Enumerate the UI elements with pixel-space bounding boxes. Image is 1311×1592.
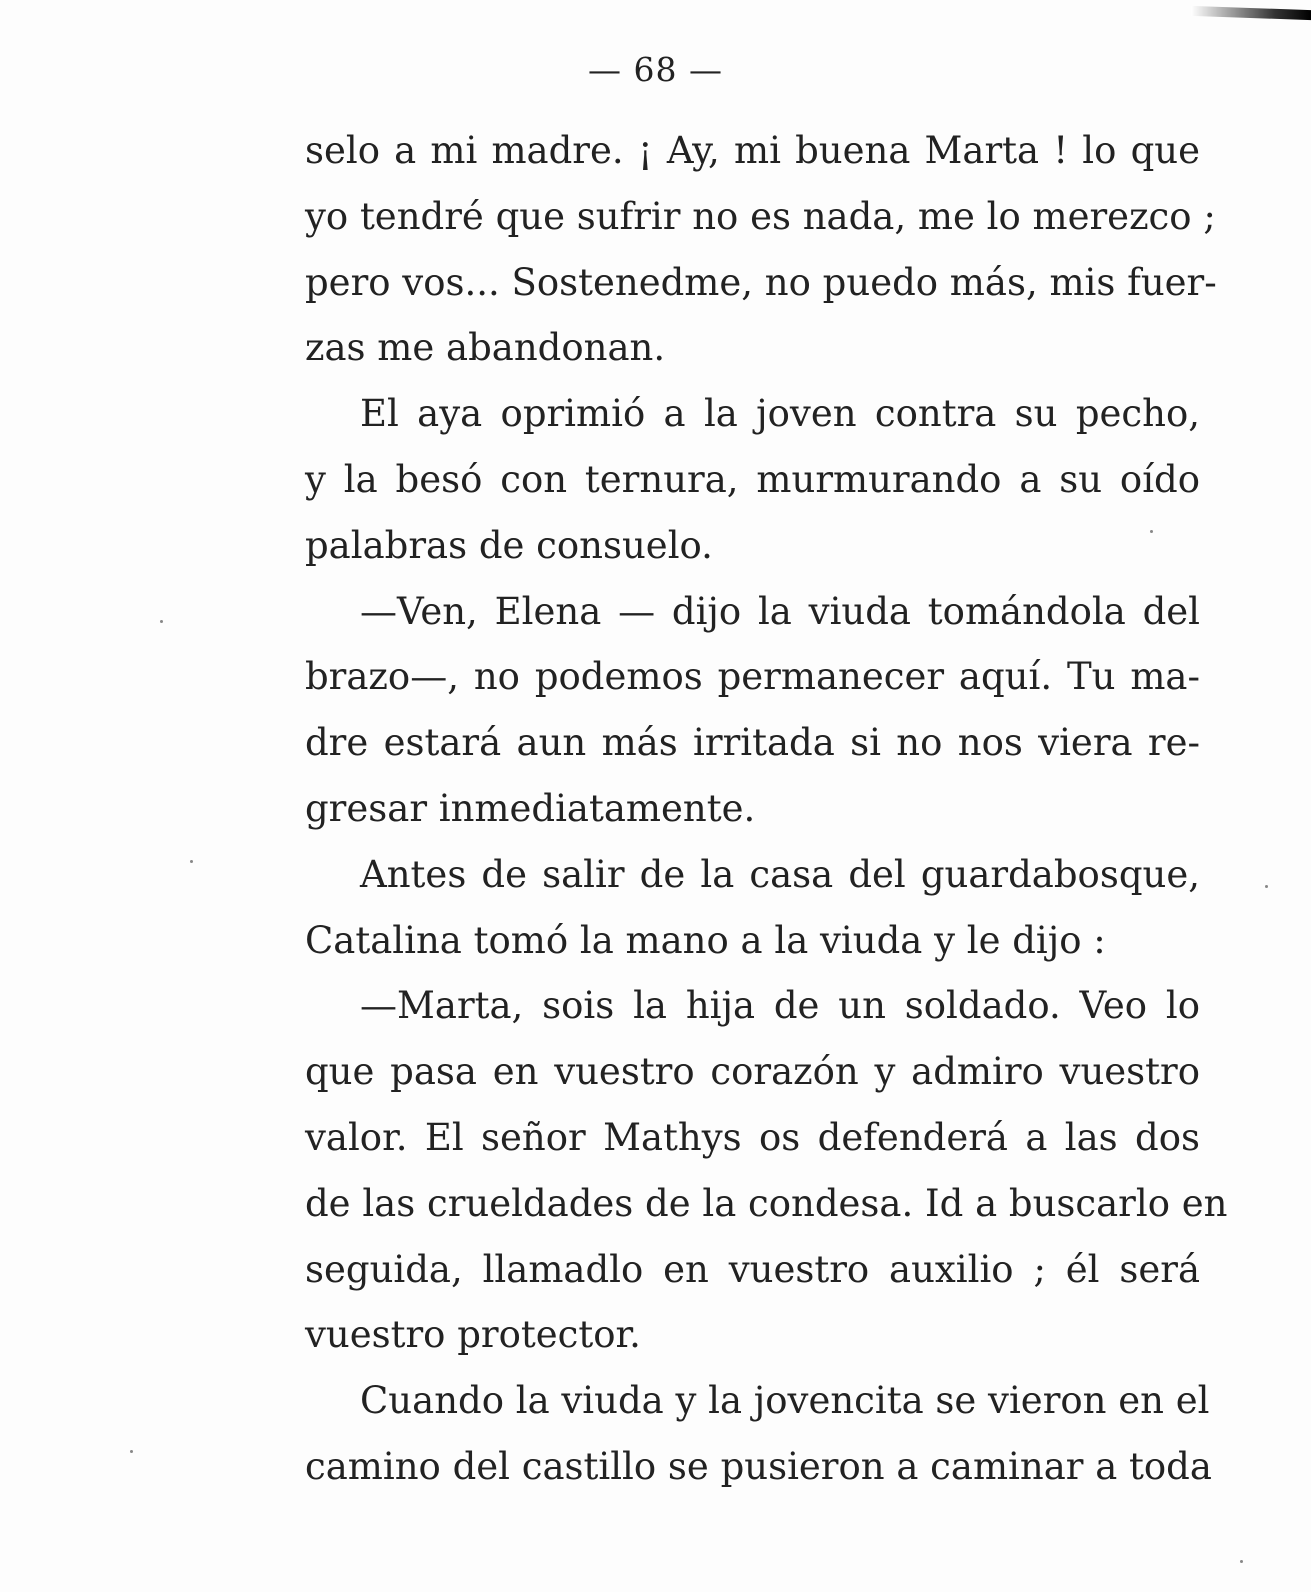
text-line: Catalina tomó la mano a la viuda y le dijo :: [305, 918, 1106, 962]
text-line: gresar inmediatamente.: [305, 786, 756, 830]
text-line: que pasa en vuestro corazón y admiro vuestro: [305, 1050, 1200, 1094]
paragraph-first-line: El aya oprimió a la joven contra su pecho,: [360, 392, 1200, 436]
paragraph-first-line: Cuando la viuda y la jovencita se vieron en el: [360, 1379, 1210, 1423]
text-line: brazo—, no podemos permanecer aquí. Tu ma-: [305, 655, 1200, 699]
scan-edge-mark: [1191, 6, 1311, 20]
text-line: vuestro protector.: [305, 1313, 641, 1357]
text-line: y la besó con ternura, murmurando a su oído: [305, 457, 1200, 501]
paper-speck: [160, 620, 163, 623]
text-line: palabras de consuelo.: [305, 523, 713, 567]
text-line: zas me abandonan.: [305, 326, 666, 370]
text-line: de las crueldades de la condesa. Id a buscarlo en: [305, 1181, 1228, 1225]
text-line: camino del castillo se pusieron a caminar a toda: [305, 1444, 1212, 1488]
paragraph-first-line: —Ven, Elena — dijo la viuda tomándola del: [360, 589, 1200, 633]
paper-speck: [1265, 885, 1268, 888]
text-line: dre estará aun más irritada si no nos viera re-: [305, 721, 1200, 765]
paragraph-first-line: Antes de salir de la casa del guardabosque,: [360, 852, 1200, 896]
paper-speck: [190, 860, 193, 863]
paper-speck: [1240, 1560, 1243, 1563]
text-line: selo a mi madre. ¡ Ay, mi buena Marta ! lo que: [305, 129, 1200, 172]
page-number: — 68 —: [588, 50, 723, 89]
text-line: seguida, llamadlo en vuestro auxilio ; él será: [305, 1247, 1200, 1291]
paper-speck: [1150, 530, 1153, 533]
paragraph-first-line: —Marta, sois la hija de un soldado. Veo lo: [360, 984, 1200, 1028]
body-text: [305, 118, 1228, 1500]
text-line: yo tendré que sufrir no es nada, me lo merezco ;: [305, 194, 1216, 238]
text-line: pero vos... Sostenedme, no puedo más, mis fuer-: [305, 260, 1217, 304]
text-line: valor. El señor Mathys os defenderá a las dos: [305, 1115, 1200, 1159]
paper-speck: [130, 1450, 133, 1453]
